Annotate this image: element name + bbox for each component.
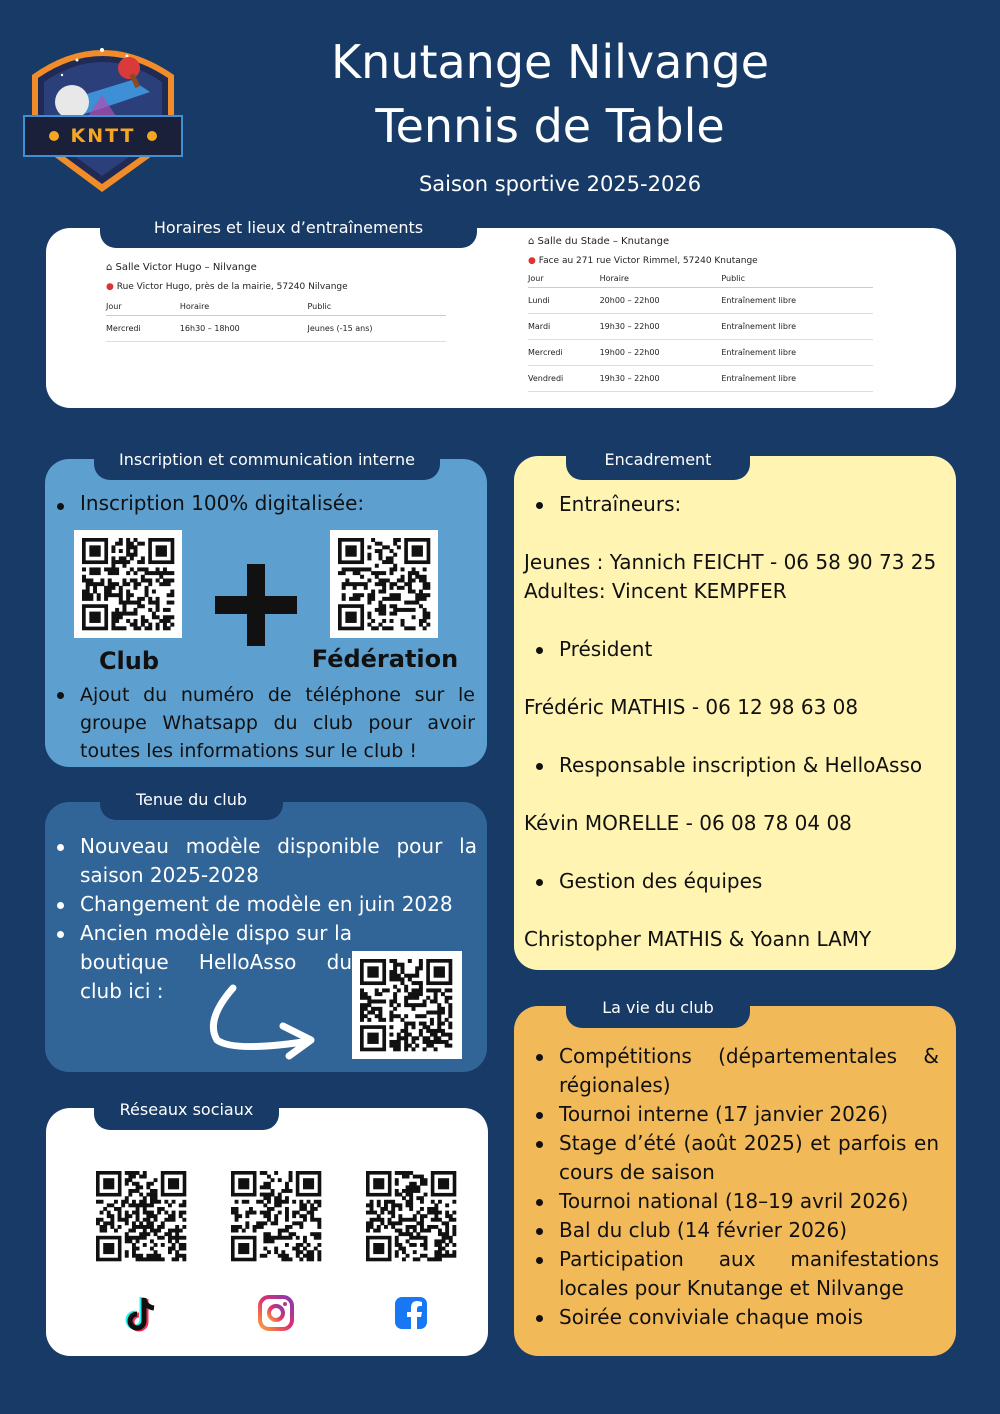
- cell: Mardi: [528, 314, 600, 340]
- encadrement-line: Jeunes : Yannich FEICHT - 06 58 90 73 25: [524, 550, 937, 574]
- encadrement-tab: Encadrement: [566, 440, 750, 480]
- vie-item: Participation aux manifestations locales pour Knutange et Nilvange: [524, 1245, 939, 1303]
- encadrement-heading: Président: [524, 635, 954, 664]
- encadrement-line: Frédéric MATHIS - 06 12 98 63 08: [524, 695, 859, 719]
- cell: Entraînement libre: [721, 314, 873, 340]
- cell: Lundi: [528, 288, 600, 314]
- schedule-tab: Horaires et lieux d’entraînements: [100, 208, 477, 248]
- season-subtitle: Saison sportive 2025-2026: [418, 172, 702, 196]
- venue-2-address: Face au 271 rue Victor Rimmel, 57240 Knutange: [538, 256, 758, 266]
- cell: Entraînement libre: [721, 340, 873, 366]
- inscription-bullet-1: Inscription 100% digitalisée:: [45, 491, 475, 515]
- cell: 16h30 – 18h00: [180, 316, 308, 342]
- encadrement-panel: [514, 456, 956, 970]
- reseaux-tab: Réseaux sociaux: [94, 1090, 279, 1130]
- cell: Entraînement libre: [721, 288, 873, 314]
- table-row: [528, 340, 873, 366]
- inscription-tab: Inscription et communication interne: [94, 440, 440, 480]
- vie-item: Compétitions (départementales & régionales): [524, 1042, 939, 1100]
- instagram-icon[interactable]: [257, 1294, 295, 1332]
- encadrement-heading: Responsable inscription & HelloAsso: [524, 751, 954, 780]
- reseaux-panel: [46, 1108, 488, 1356]
- venue-2-name: Salle du Stade – Knutange: [537, 236, 670, 247]
- venue-1-table: [106, 298, 446, 342]
- tiktok-qr-code[interactable]: [88, 1163, 194, 1269]
- federation-qr-label: Fédération: [311, 645, 459, 673]
- house-icon: ⌂: [106, 262, 113, 273]
- encadrement-heading: Gestion des équipes: [524, 867, 954, 896]
- tenue-panel: [45, 802, 487, 1072]
- col-public: Public: [307, 298, 446, 316]
- boutique-qr-code[interactable]: [352, 951, 462, 1059]
- venue-1: [106, 262, 446, 342]
- vie-item: Bal du club (14 février 2026): [524, 1216, 939, 1245]
- venue-1-name: Salle Victor Hugo – Nilvange: [115, 262, 257, 273]
- inscription-panel: [45, 459, 487, 767]
- instagram-qr-code[interactable]: [223, 1163, 329, 1269]
- vie-item: Tournoi national (18–19 avril 2026): [524, 1187, 939, 1216]
- title-line-1: Knutange Nilvange: [330, 35, 769, 89]
- curved-arrow-icon: [203, 980, 321, 1060]
- tenue-tab: Tenue du club: [100, 780, 283, 820]
- house-icon: ⌂: [528, 236, 535, 247]
- schedule-panel: [46, 228, 956, 408]
- cell: Vendredi: [528, 366, 600, 392]
- tenue-item: Changement de modèle en juin 2028: [45, 890, 477, 919]
- col-horaire: Horaire: [180, 298, 308, 316]
- pin-icon: ●: [528, 256, 536, 266]
- club-logo: [22, 30, 184, 195]
- plus-icon: [215, 564, 297, 646]
- cell: 19h30 – 22h00: [600, 366, 722, 392]
- vie-tab: La vie du club: [566, 988, 750, 1028]
- federation-qr-code[interactable]: [330, 530, 438, 638]
- tenue-item: Ancien modèle dispo sur la boutique HelloAsso du club ici :: [45, 919, 477, 1006]
- venue-1-address: Rue Victor Hugo, près de la mairie, 57240 Nilvange: [116, 282, 348, 292]
- inscription-bullet-2: Ajout du numéro de téléphone sur le groupe Whatsapp du club pour avoir toutes les informations sur le club !: [45, 681, 475, 765]
- col-horaire: Horaire: [600, 270, 722, 288]
- venue-2-table: [528, 270, 873, 392]
- encadrement-line: Adultes: Vincent KEMPFER: [524, 579, 787, 603]
- vie-panel: [514, 1006, 956, 1356]
- pin-icon: ●: [106, 282, 114, 292]
- table-row: [528, 314, 873, 340]
- table-row: [106, 316, 446, 342]
- col-jour: Jour: [106, 298, 180, 316]
- club-qr-code[interactable]: [74, 530, 182, 638]
- vie-item: Soirée conviviale chaque mois: [524, 1303, 939, 1332]
- page-title: [300, 30, 800, 158]
- table-row: [528, 288, 873, 314]
- encadrement-line: Kévin MORELLE - 06 08 78 04 08: [524, 811, 852, 835]
- cell: Entraînement libre: [721, 366, 873, 392]
- cell: 19h30 – 22h00: [600, 314, 722, 340]
- facebook-icon[interactable]: [394, 1296, 428, 1330]
- col-jour: Jour: [528, 270, 600, 288]
- facebook-qr-code[interactable]: [358, 1163, 464, 1269]
- encadrement-heading: Entraîneurs:: [524, 490, 954, 519]
- cell: Jeunes (-15 ans): [307, 316, 446, 342]
- club-qr-label: Club: [98, 647, 160, 675]
- encadrement-line: Christopher MATHIS & Yoann LAMY: [524, 927, 872, 951]
- table-row: [528, 366, 873, 392]
- venue-2: [528, 236, 873, 392]
- col-public: Public: [721, 270, 873, 288]
- cell: 19h00 – 22h00: [600, 340, 722, 366]
- vie-item: Tournoi interne (17 janvier 2026): [524, 1100, 939, 1129]
- cell: Mercredi: [106, 316, 180, 342]
- tenue-item: Nouveau modèle disponible pour la saison 2025-2028: [45, 832, 477, 890]
- title-line-2: Tennis de Table: [375, 99, 725, 153]
- tiktok-icon[interactable]: [122, 1294, 162, 1334]
- vie-item: Stage d’été (août 2025) et parfois en cours de saison: [524, 1129, 939, 1187]
- logo-text: KNTT: [70, 125, 136, 147]
- cell: 20h00 – 22h00: [600, 288, 722, 314]
- cell: Mercredi: [528, 340, 600, 366]
